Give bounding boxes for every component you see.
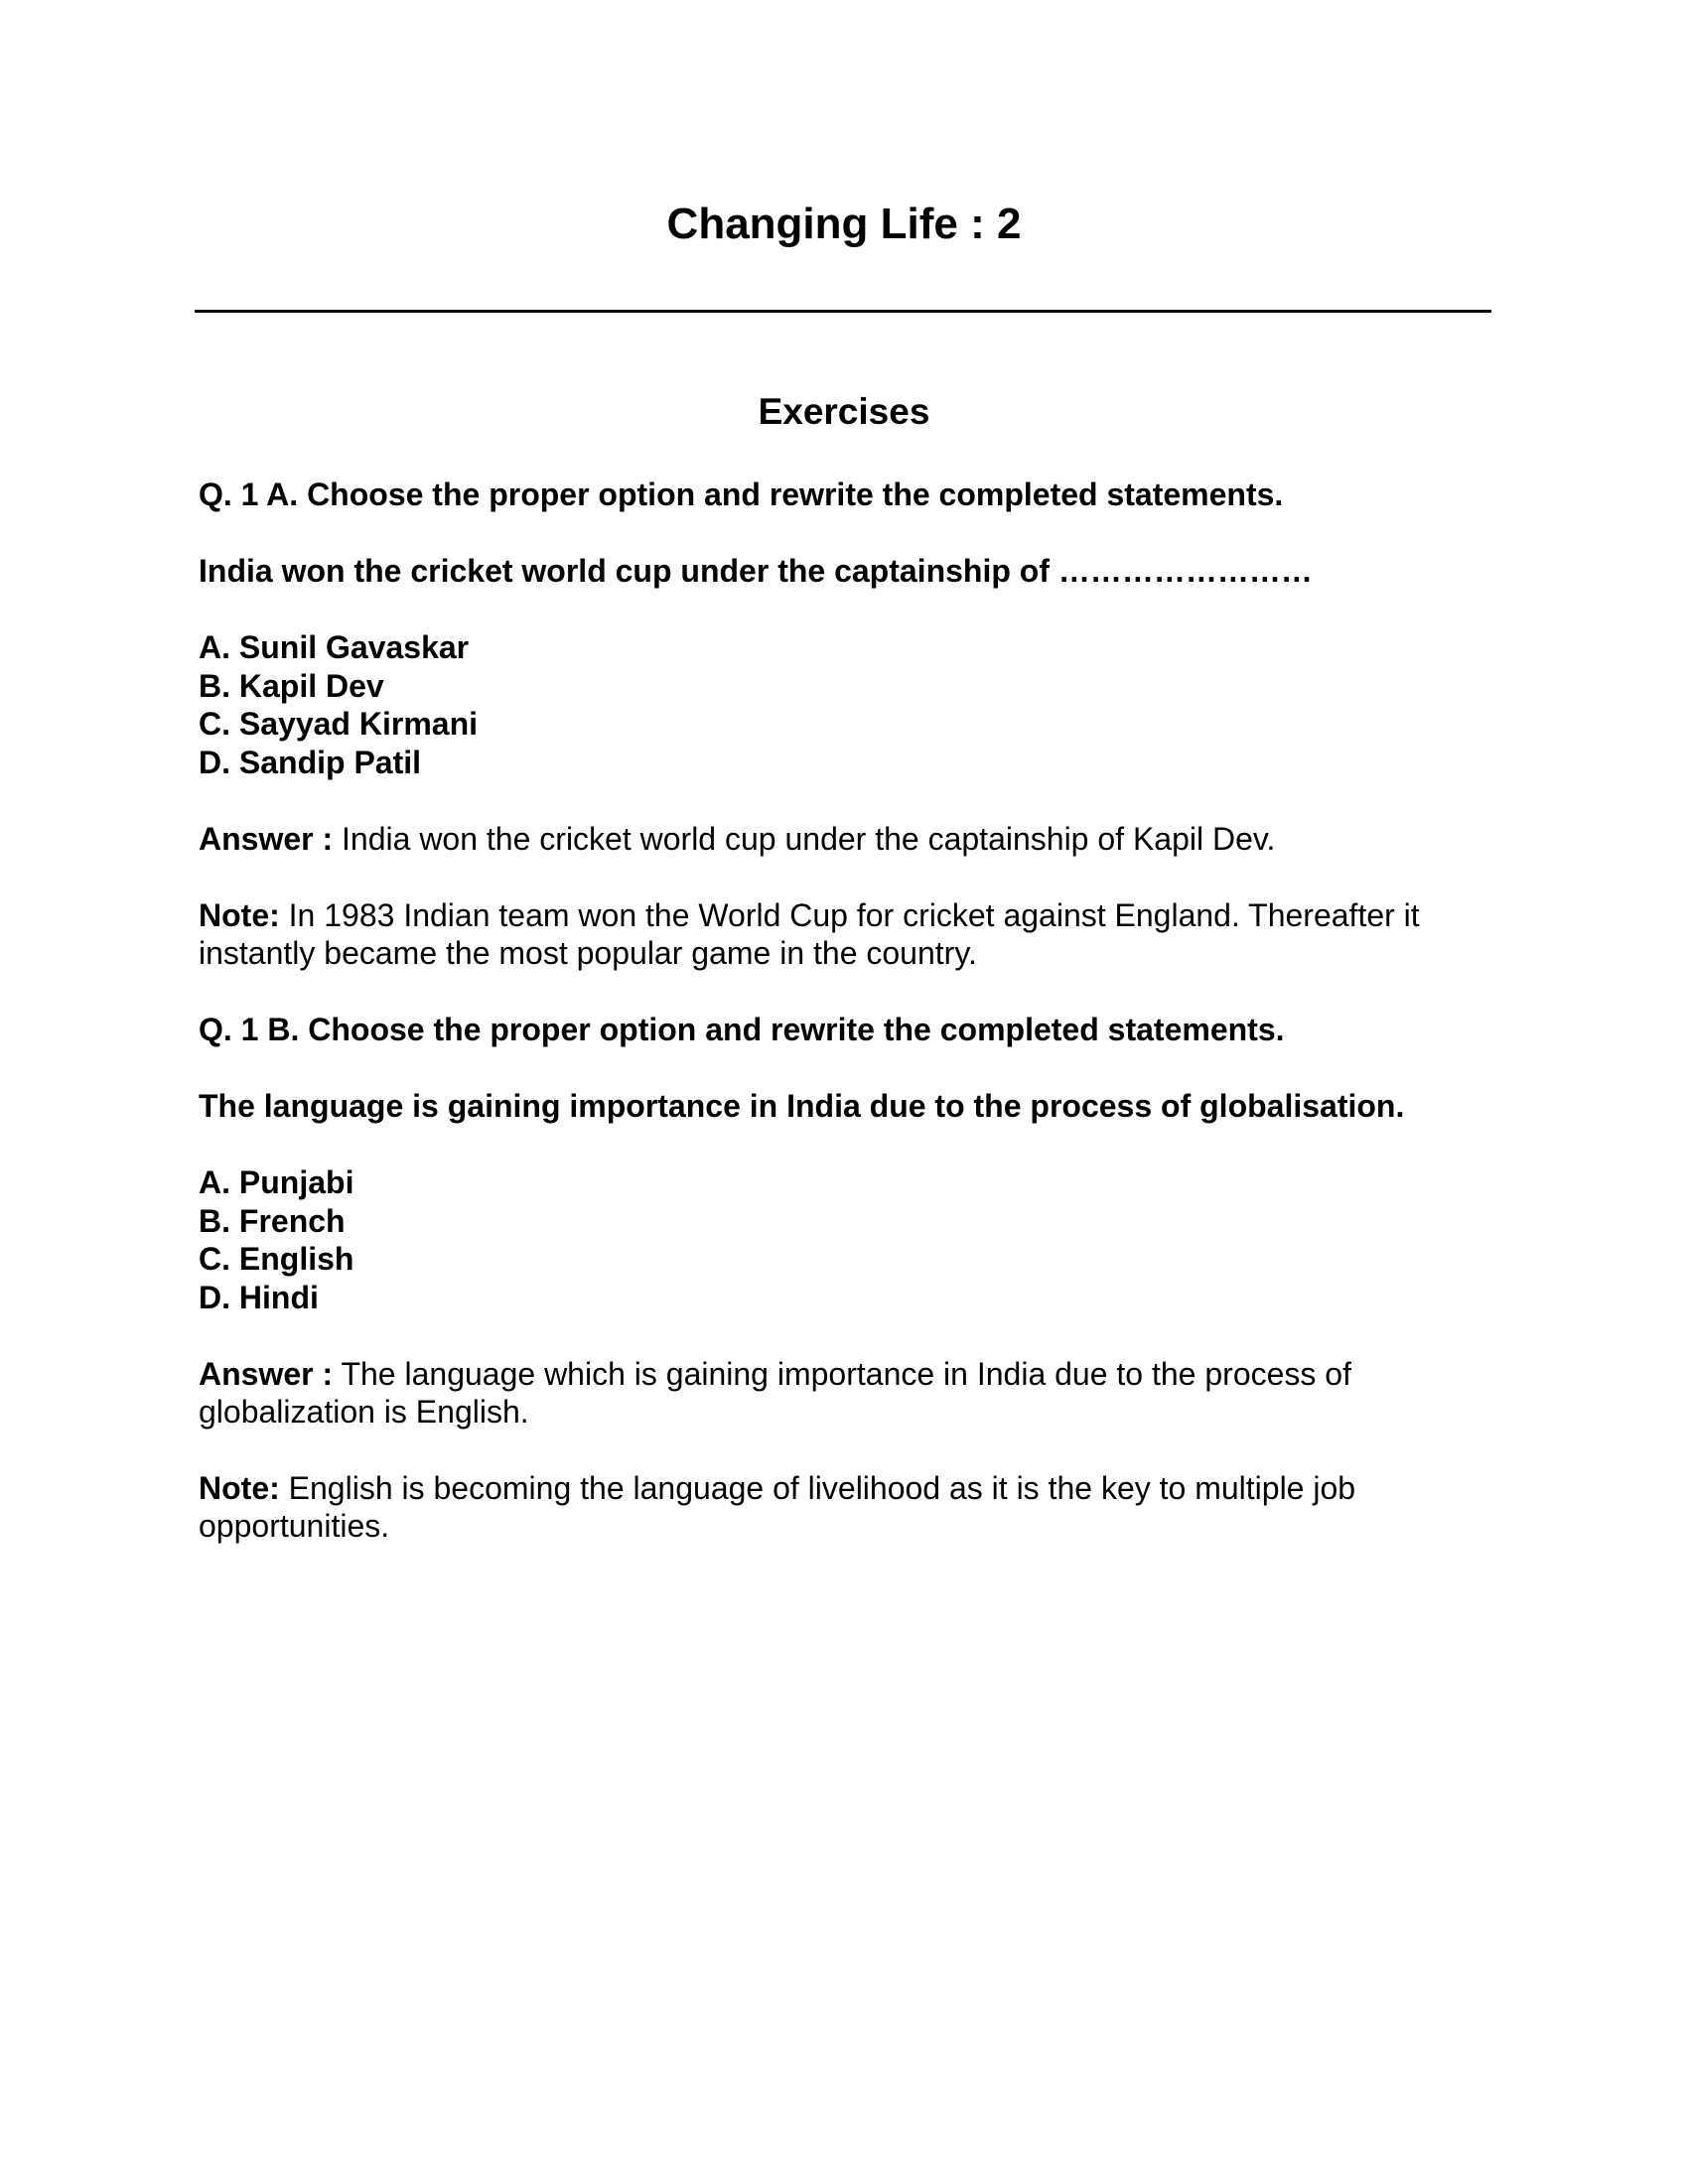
option-item: D. Hindi xyxy=(199,1279,319,1315)
note-paragraph-1b xyxy=(199,1469,1489,1545)
option-item: D. Sandip Patil xyxy=(199,744,422,780)
question-heading-1a: Q. 1 A. Choose the proper option and rewrite the completed statements. xyxy=(199,477,1284,512)
note-paragraph-1a xyxy=(199,896,1489,972)
option-list-1b xyxy=(199,1163,1489,1316)
question-heading-1b: Q. 1 B. Choose the proper option and rewrite the completed statements. xyxy=(199,1012,1285,1047)
option-item: B. Kapil Dev xyxy=(199,667,384,704)
question-statement-1b: The language is gaining importance in India due to the process of globalisation. xyxy=(199,1088,1405,1124)
note-text: In 1983 Indian team won the World Cup for cricket against England. Thereafter it instantly became the most popular game in the country. xyxy=(199,897,1420,971)
option-item: A. Punjabi xyxy=(199,1164,354,1200)
answer-label: Answer : xyxy=(199,821,334,857)
question-statement-1a: India won the cricket world cup under the captainship of …………………… xyxy=(199,553,1313,589)
option-item: C. Sayyad Kirmani xyxy=(199,706,478,742)
note-text: English is becoming the language of livelihood as it is the key to multiple job opportunities. xyxy=(199,1470,1356,1544)
option-item: A. Sunil Gavaskar xyxy=(199,629,470,665)
answer-label: Answer : xyxy=(199,1356,334,1392)
page-title: Changing Life : 2 xyxy=(666,200,1022,248)
note-label: Note: xyxy=(199,1470,280,1506)
option-list-1a xyxy=(199,628,1489,781)
answer-text: The language which is gaining importance in India due to the process of globalization is English. xyxy=(199,1356,1351,1430)
note-label: Note: xyxy=(199,897,280,933)
answer-paragraph-1a xyxy=(199,820,1489,858)
answer-paragraph-1b xyxy=(199,1355,1489,1431)
exercise-content xyxy=(199,476,1489,1583)
title-divider xyxy=(195,310,1491,313)
answer-text: India won the cricket world cup under the captainship of Kapil Dev. xyxy=(333,821,1276,857)
option-item: C. English xyxy=(199,1241,354,1277)
section-title: Exercises xyxy=(758,391,930,432)
option-item: B. French xyxy=(199,1202,346,1239)
